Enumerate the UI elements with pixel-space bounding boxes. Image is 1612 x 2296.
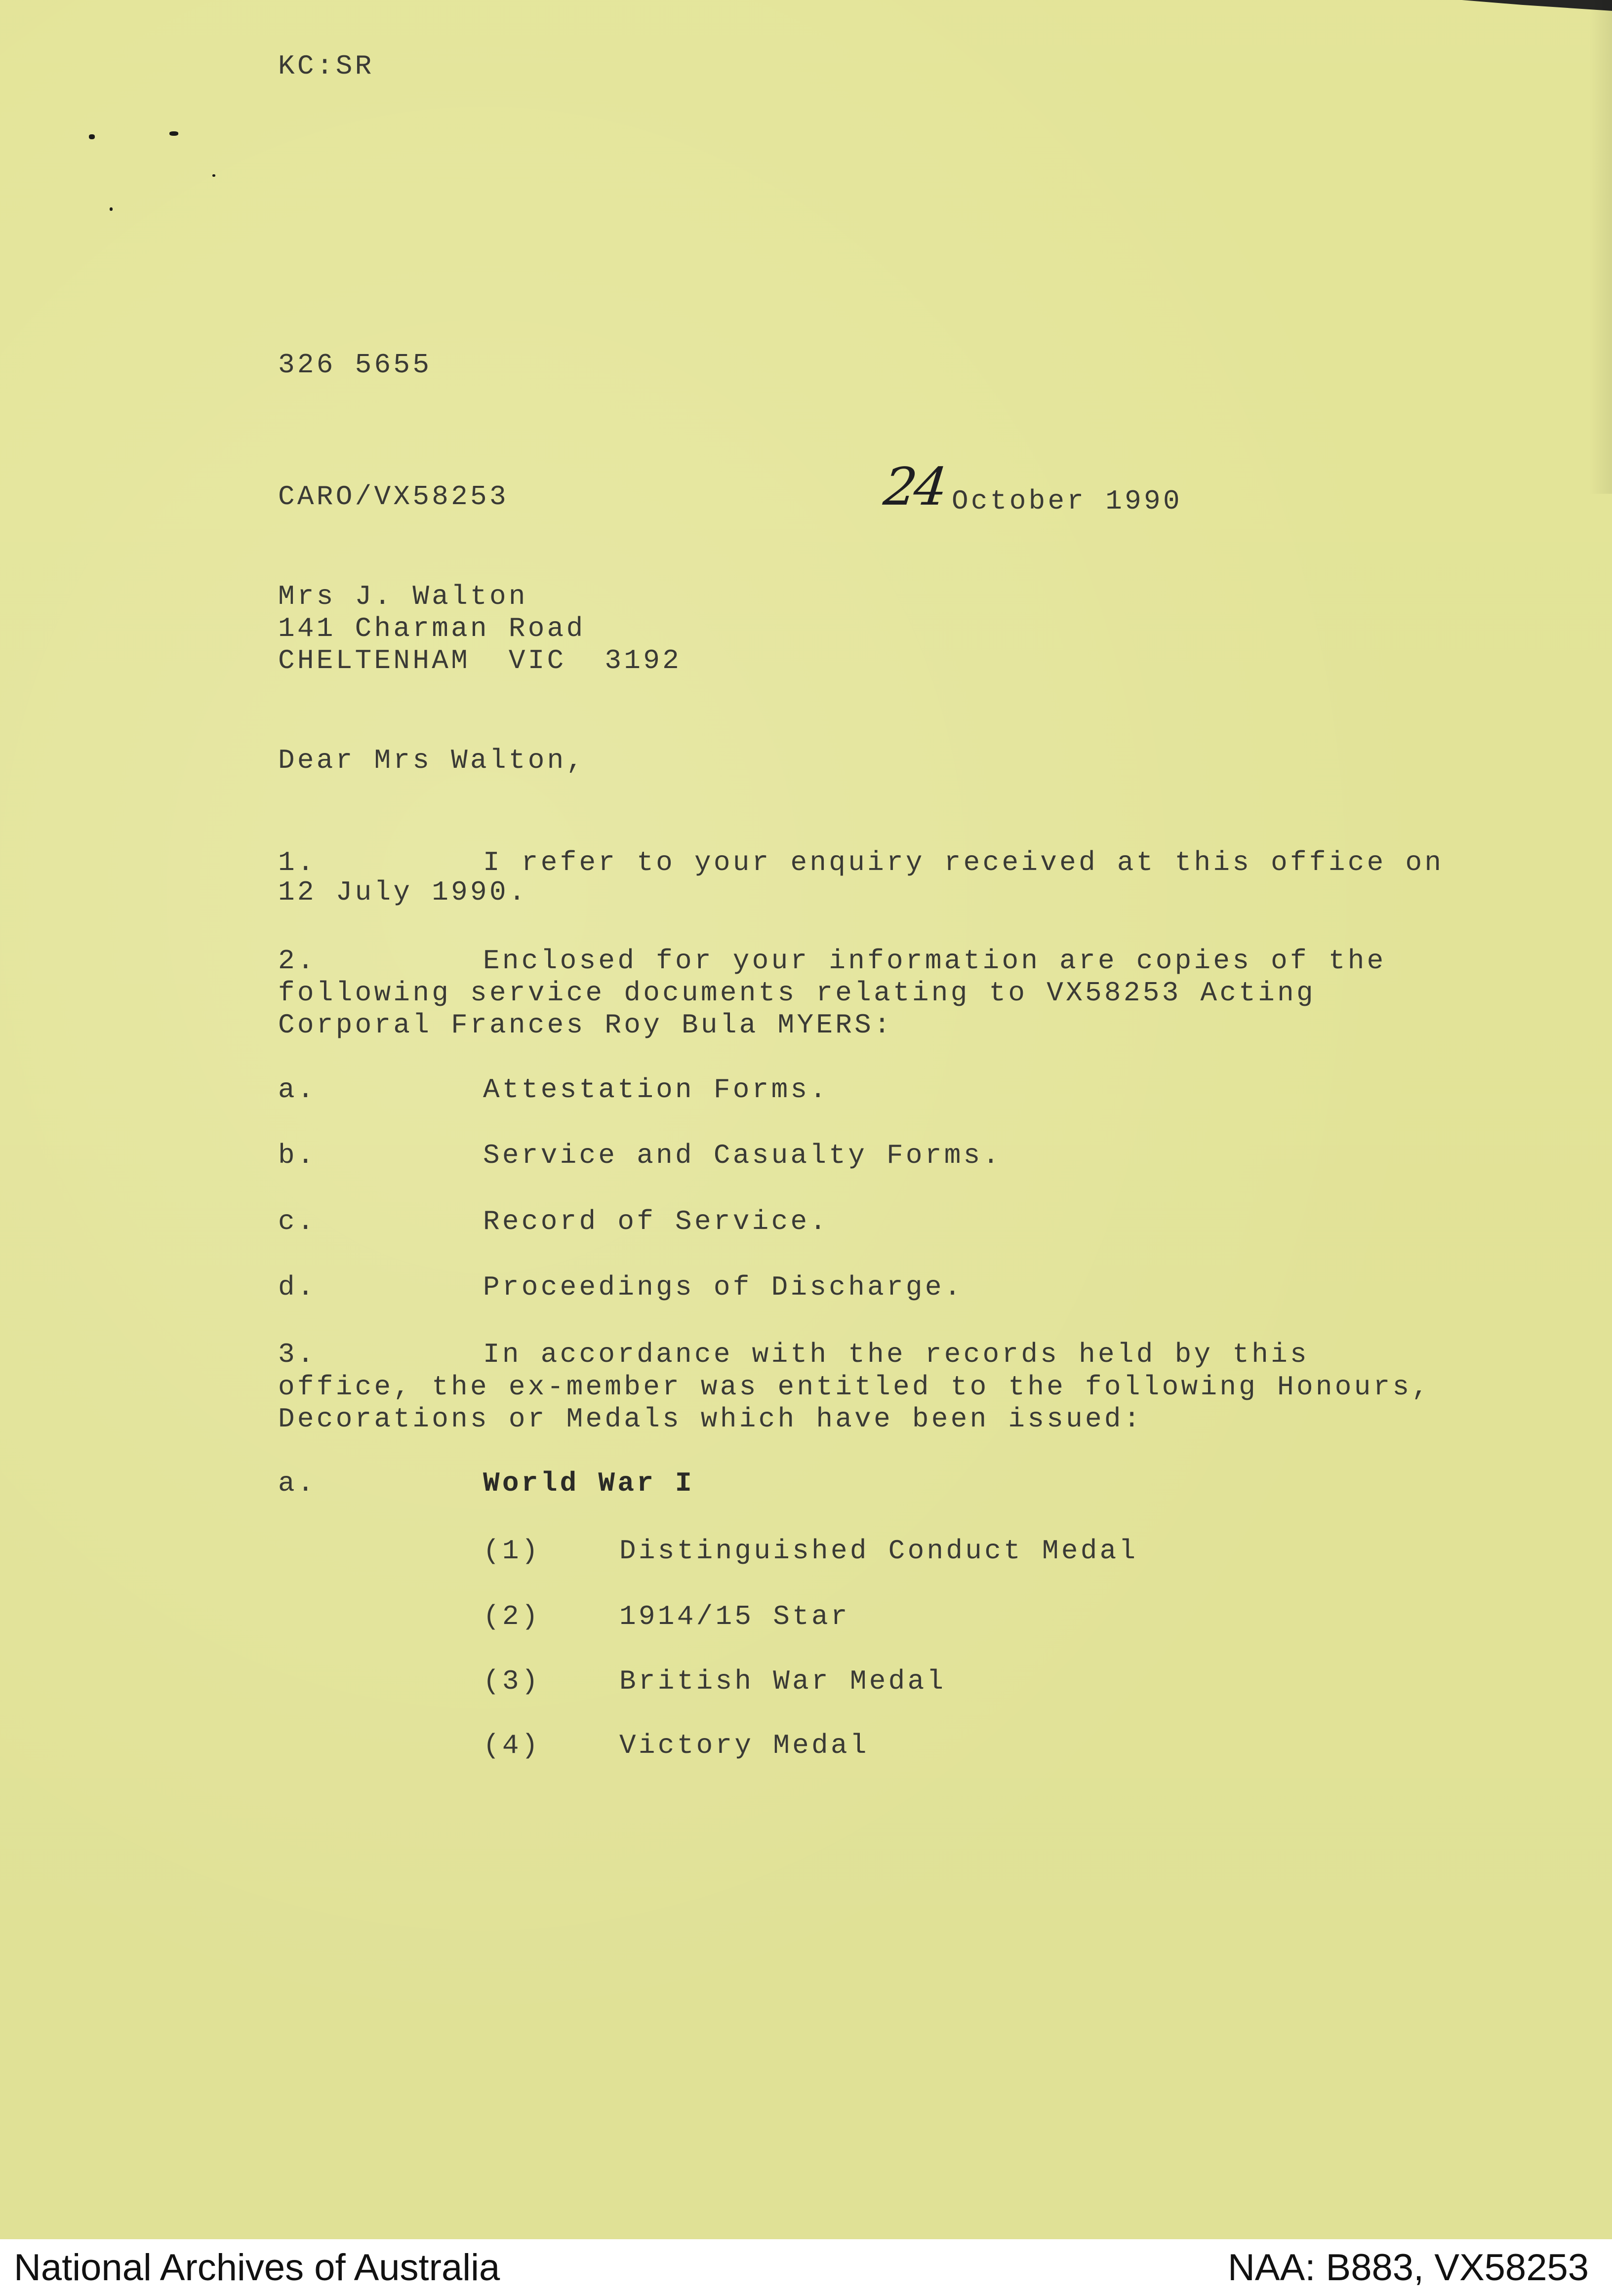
archive-name: National Archives of Australia (14, 2247, 500, 2289)
medal-name: 1914/15 Star (619, 1601, 850, 1632)
salutation: Dear Mrs Walton, (278, 745, 586, 776)
paragraph-number: 3. (278, 1339, 317, 1370)
list-item-label: c. (278, 1206, 317, 1237)
list-item-label: a. (278, 1074, 317, 1106)
recipient-street: 141 Charman Road (278, 613, 586, 644)
list-item-label: a. (278, 1467, 317, 1499)
list-item-label: d. (278, 1271, 317, 1303)
medal-number: (4) (483, 1730, 541, 1761)
paragraph-line: Corporal Frances Roy Bula MYERS: (278, 1009, 893, 1041)
handwritten-date-day: 24 (881, 457, 948, 517)
paragraph-line: Enclosed for your information are copies of the (483, 945, 1386, 977)
medal-number: (3) (483, 1665, 541, 1697)
recipient-locality: CHELTENHAM VIC 3192 (278, 645, 682, 676)
medal-number: (2) (483, 1601, 541, 1632)
paragraph-line: 12 July 1990. (278, 876, 528, 908)
list-item-label: b. (278, 1140, 317, 1171)
paragraph-number: 2. (278, 945, 317, 977)
medal-name: Distinguished Conduct Medal (619, 1535, 1138, 1567)
list-item-text: Record of Service. (483, 1206, 829, 1237)
medal-name: Victory Medal (619, 1730, 869, 1761)
paper-edge-shadow (1589, 0, 1612, 494)
scan-speck (110, 207, 113, 211)
paragraph-line: office, the ex-member was entitled to the following Honours, (278, 1371, 1431, 1403)
medal-name: British War Medal (619, 1665, 946, 1697)
list-item-text: Proceedings of Discharge. (483, 1271, 964, 1303)
archive-citation: NAA: B883, VX58253 (1228, 2247, 1589, 2289)
honours-heading: World War I (483, 1467, 694, 1499)
reference-initials: KC:SR (278, 50, 374, 82)
paragraph-line: In accordance with the records held by this (483, 1339, 1309, 1370)
paragraph-number: 1. (278, 847, 317, 878)
phone-number: 326 5655 (278, 349, 432, 381)
scan-speck (89, 134, 95, 139)
archive-footer (0, 2239, 1612, 2296)
scan-speck (212, 174, 215, 177)
medal-number: (1) (483, 1535, 541, 1567)
file-reference: CARO/VX58253 (278, 481, 509, 513)
date-month-year: October 1990 (952, 485, 1182, 517)
paragraph-line: Decorations or Medals which have been issued: (278, 1403, 1143, 1435)
paragraph-line: following service documents relating to VX58253 Acting (278, 977, 1316, 1009)
recipient-name: Mrs J. Walton (278, 581, 528, 612)
scan-speck (169, 131, 178, 136)
list-item-text: Attestation Forms. (483, 1074, 829, 1106)
list-item-text: Service and Casualty Forms. (483, 1140, 1002, 1171)
paragraph-line: I refer to your enquiry received at this office on (483, 847, 1444, 878)
